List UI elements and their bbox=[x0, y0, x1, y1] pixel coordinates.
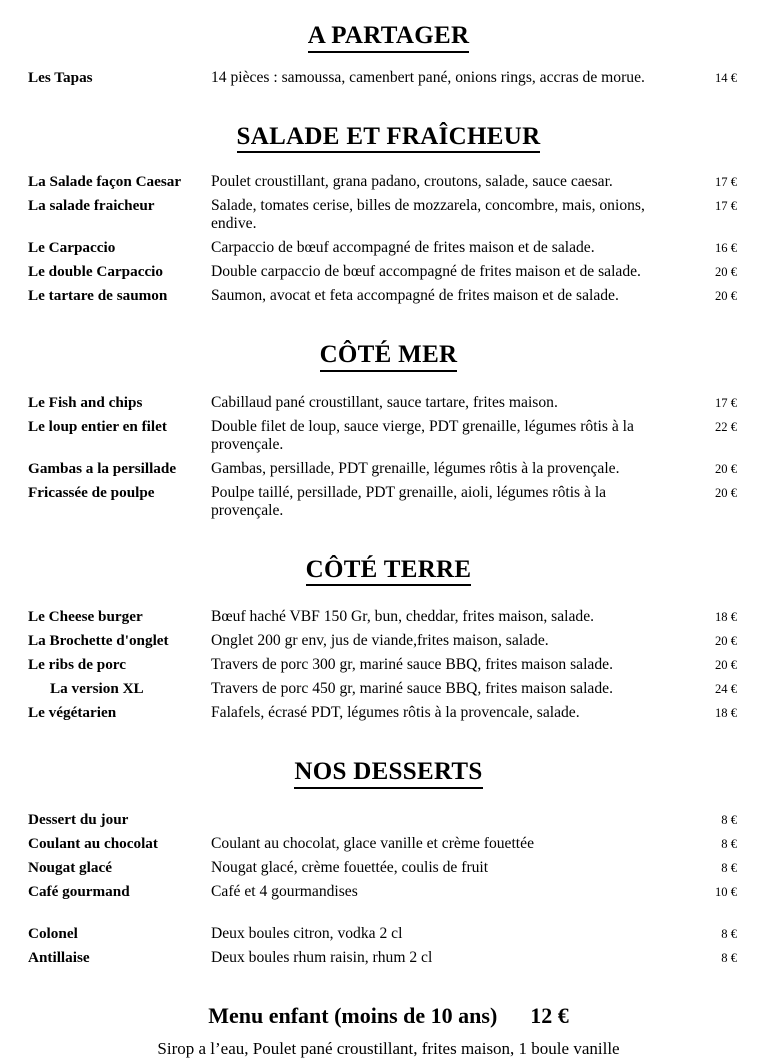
menu-item-table bbox=[0, 608, 777, 728]
menu-item-name: La Salade façon Caesar bbox=[28, 173, 182, 190]
menu-item-name: Le double Carpaccio bbox=[28, 263, 163, 280]
menu-item-name: Le Carpaccio bbox=[28, 239, 116, 256]
spacer-row bbox=[0, 907, 777, 925]
menu-item-price: 10 € bbox=[714, 884, 737, 899]
menu-item-price: 8 € bbox=[721, 950, 737, 965]
menu-section bbox=[0, 0, 777, 93]
menu-item-row bbox=[0, 835, 777, 853]
menu-item-name: La version XL bbox=[50, 680, 144, 697]
section-heading bbox=[0, 22, 777, 53]
menu-item-row bbox=[0, 811, 777, 829]
menu-item-description: Saumon, avocat et feta accompagné de frites maison et de salade. bbox=[211, 287, 619, 304]
menu-item-price: 22 € bbox=[714, 419, 737, 434]
section-heading-text: CÔTÉ TERRE bbox=[306, 556, 472, 587]
menu-item-price: 20 € bbox=[714, 485, 737, 500]
menu-item-price: 24 € bbox=[714, 682, 737, 696]
menu-item-description: Deux boules citron, vodka 2 cl bbox=[211, 924, 403, 942]
menu-item-name: Les Tapas bbox=[28, 68, 93, 86]
menu-item-row bbox=[0, 632, 777, 650]
spacer-cell bbox=[0, 907, 777, 925]
menu-item-row bbox=[0, 656, 777, 674]
menu-item-row bbox=[0, 859, 777, 877]
menu-item-name: Antillaise bbox=[28, 948, 90, 966]
menu-item-description: Salade, tomates cerise, billes de mozzarela, concombre, mais, onions, endive. bbox=[211, 197, 645, 232]
menu-item-description: Cabillaud pané croustillant, sauce tartare, frites maison. bbox=[211, 393, 558, 411]
section-heading-text: A PARTAGER bbox=[308, 22, 470, 53]
menu-item-description: Deux boules rhum raisin, rhum 2 cl bbox=[211, 948, 433, 966]
menu-item-row bbox=[0, 608, 777, 626]
section-heading-text: CÔTÉ MER bbox=[320, 341, 458, 372]
menu-item-description: Travers de porc 300 gr, mariné sauce BBQ, frites maison salade. bbox=[211, 656, 613, 673]
menu-item-name: Le tartare de saumon bbox=[28, 287, 168, 304]
child-menu-block bbox=[0, 1003, 777, 1059]
menu-item-description: Nougat glacé, crème fouettée, coulis de fruit bbox=[211, 858, 489, 876]
menu-item-description: Travers de porc 450 gr, mariné sauce BBQ, frites maison salade. bbox=[211, 680, 613, 697]
menu-item-price: 8 € bbox=[721, 926, 737, 941]
menu-item-name: Le Cheese burger bbox=[28, 608, 143, 625]
child-menu-title: Menu enfant (moins de 10 ans) 12 € bbox=[208, 1002, 569, 1028]
menu-item-row bbox=[0, 949, 777, 967]
menu-item-price: 8 € bbox=[721, 812, 737, 827]
menu-item-row bbox=[0, 460, 777, 478]
menu-item-name: Dessert du jour bbox=[28, 810, 129, 828]
menu-item-name: Café gourmand bbox=[28, 882, 130, 900]
child-menu-description: Sirop a l’eau, Poulet pané croustillant, frites maison, 1 boule vanille bbox=[157, 1038, 620, 1058]
menu-item-description: Bœuf haché VBF 150 Gr, bun, cheddar, frites maison, salade. bbox=[211, 608, 595, 625]
section-heading bbox=[0, 341, 777, 372]
menu-item-row bbox=[0, 263, 777, 281]
menu-item-name: Le ribs de porc bbox=[28, 656, 127, 673]
menu-item-price: 18 € bbox=[714, 706, 737, 720]
menu-item-price: 17 € bbox=[714, 395, 737, 410]
menu-item-row bbox=[0, 484, 777, 520]
section-heading bbox=[0, 556, 777, 587]
menu-item-price: 18 € bbox=[714, 610, 737, 624]
menu-item-price: 17 € bbox=[714, 199, 737, 213]
menu-item-price: 16 € bbox=[714, 241, 737, 255]
menu-section bbox=[0, 728, 777, 973]
menu-item-name: Colonel bbox=[28, 924, 78, 942]
menu-item-name: La salade fraicheur bbox=[28, 197, 155, 214]
menu-item-description: Carpaccio de bœuf accompagné de frites maison et de salade. bbox=[211, 239, 595, 256]
menu-item-row bbox=[0, 704, 777, 722]
section-heading bbox=[0, 123, 777, 154]
menu-item-row bbox=[0, 239, 777, 257]
menu-item-price: 8 € bbox=[721, 860, 737, 875]
menu-item-description: Café et 4 gourmandises bbox=[211, 882, 358, 900]
menu-item-description bbox=[211, 811, 665, 829]
menu-item-row bbox=[0, 69, 777, 87]
menu-item-price: 20 € bbox=[714, 289, 737, 303]
section-heading bbox=[0, 758, 777, 789]
menu-item-price: 20 € bbox=[714, 461, 737, 476]
menu-item-row bbox=[0, 197, 777, 233]
menu-item-description: Poulet croustillant, grana padano, croutons, salade, sauce caesar. bbox=[211, 173, 613, 190]
menu-item-name: Fricassée de poulpe bbox=[28, 483, 155, 501]
section-heading-text: NOS DESSERTS bbox=[294, 758, 482, 789]
menu-item-name: Le loup entier en filet bbox=[28, 417, 167, 435]
menu-item-name: Le Fish and chips bbox=[28, 393, 143, 411]
menu-item-table bbox=[0, 811, 777, 973]
menu-item-price: 20 € bbox=[714, 658, 737, 672]
menu-item-row bbox=[0, 680, 777, 698]
menu-item-description: Onglet 200 gr env, jus de viande,frites maison, salade. bbox=[211, 632, 549, 649]
menu-item-row bbox=[0, 394, 777, 412]
menu-item-description: Falafels, écrasé PDT, légumes rôtis à la provencale, salade. bbox=[211, 704, 580, 721]
row-gap-cell bbox=[0, 967, 777, 973]
menu-item-table bbox=[0, 173, 777, 311]
menu-item-price: 14 € bbox=[714, 70, 737, 85]
menu-item-description: Poulpe taillé, persillade, PDT grenaille, aioli, légumes rôtis à la provençale. bbox=[211, 483, 607, 519]
menu-item-name: Nougat glacé bbox=[28, 858, 112, 876]
menu-item-description: Gambas, persillade, PDT grenaille, légumes rôtis à la provençale. bbox=[211, 459, 620, 477]
menu-item-description: Coulant au chocolat, glace vanille et crème fouettée bbox=[211, 834, 534, 852]
menu-item-price: 20 € bbox=[714, 265, 737, 279]
section-heading-text: SALADE ET FRAÎCHEUR bbox=[237, 123, 541, 154]
menu-item-row bbox=[0, 173, 777, 191]
menu-item-name: La Brochette d'onglet bbox=[28, 632, 169, 649]
row-gap bbox=[0, 967, 777, 973]
menu-item-table bbox=[0, 394, 777, 526]
menu-item-price: 8 € bbox=[721, 836, 737, 851]
menu-item-description: 14 pièces : samoussa, camenbert pané, onions rings, accras de morue. bbox=[211, 68, 645, 86]
menu-item-price: 17 € bbox=[714, 175, 737, 189]
menu-item-name: Coulant au chocolat bbox=[28, 834, 158, 852]
menu-section bbox=[0, 526, 777, 729]
menu-item-description: Double carpaccio de bœuf accompagné de frites maison et de salade. bbox=[211, 263, 641, 280]
menu-section bbox=[0, 311, 777, 526]
menu-item-table bbox=[0, 69, 777, 93]
menu-item-name: Le végétarien bbox=[28, 704, 117, 721]
menu-item-row bbox=[0, 287, 777, 305]
menu-item-row bbox=[0, 418, 777, 454]
menu-item-row bbox=[0, 925, 777, 943]
menu-section bbox=[0, 93, 777, 312]
menu-item-name: Gambas a la persillade bbox=[28, 459, 177, 477]
menu-item-row bbox=[0, 883, 777, 901]
menu-item-description: Double filet de loup, sauce vierge, PDT grenaille, légumes rôtis à la provençale. bbox=[211, 417, 634, 453]
menu-item-price: 20 € bbox=[714, 634, 737, 648]
